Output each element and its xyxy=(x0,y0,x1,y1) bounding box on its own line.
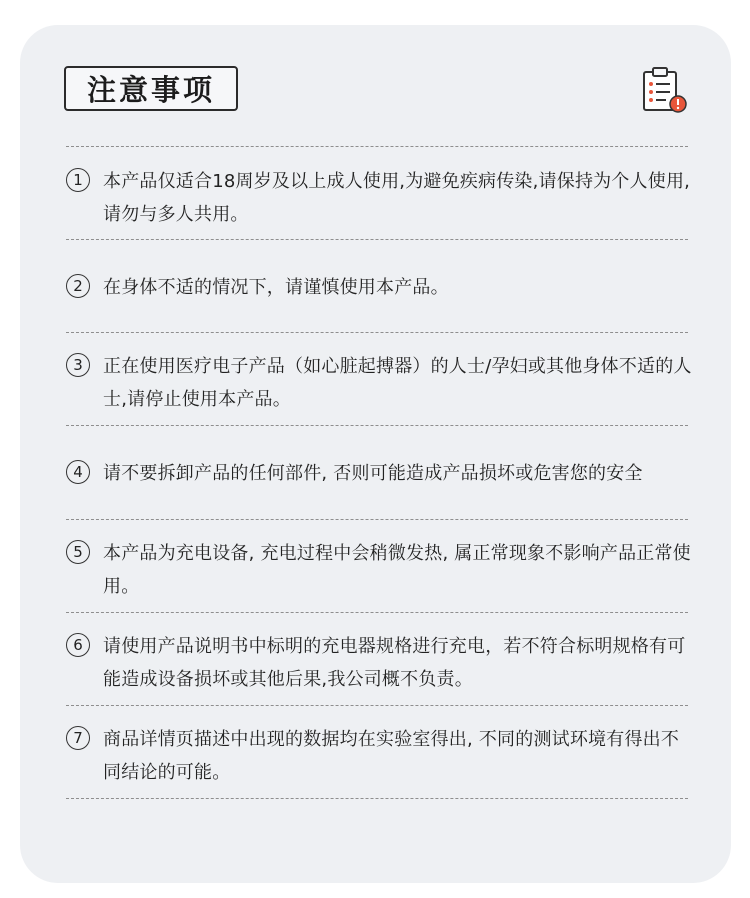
divider xyxy=(66,425,688,426)
item-number: 3 xyxy=(66,353,90,377)
divider xyxy=(66,519,688,520)
divider xyxy=(66,798,688,799)
divider xyxy=(66,146,688,147)
item-text: 在身体不适的情况下，请谨慎使用本产品。 xyxy=(103,277,449,298)
divider xyxy=(66,239,688,240)
item-text: 请不要拆卸产品的任何部件, 否则可能造成产品损坏或危害您的安全 xyxy=(103,463,643,484)
divider xyxy=(66,612,688,613)
item-text: 请使用产品说明书中标明的充电器规格进行充电，若不符合标明规格有可能造成设备损坏或其他后果,我公司概不负责。 xyxy=(103,636,686,690)
item-number: 6 xyxy=(66,633,90,657)
clipboard-warning-icon xyxy=(640,66,690,116)
divider xyxy=(66,332,688,333)
item-text: 本产品为充电设备, 充电过程中会稍微发热, 属正常现象不影响产品正常使用。 xyxy=(103,543,691,597)
item-number: 7 xyxy=(66,726,90,750)
item-text: 本产品仅适合18周岁及以上成人使用,为避免疾病传染,请保持为个人使用,请勿与多人共用。 xyxy=(103,171,691,225)
item-text: 商品详情页描述中出现的数据均在实验室得出, 不同的测试环境有得出不同结论的可能。 xyxy=(103,729,680,783)
divider xyxy=(66,705,688,706)
item-number: 5 xyxy=(66,540,90,564)
item-number: 4 xyxy=(66,460,90,484)
page-title: 注意事项 xyxy=(64,66,238,111)
item-number: 2 xyxy=(66,274,90,298)
item-text: 正在使用医疗电子产品（如心脏起搏器）的人士/孕妇或其他身体不适的人士,请停止使用本产品。 xyxy=(103,356,692,410)
item-number: 1 xyxy=(66,168,90,192)
